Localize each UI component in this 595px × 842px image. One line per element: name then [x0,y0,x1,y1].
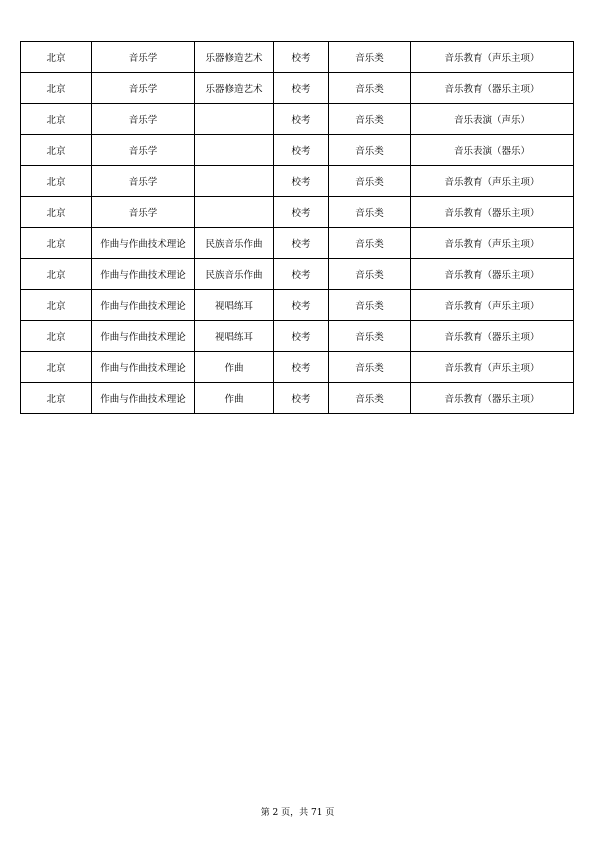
region-cell: 北京 [21,259,92,290]
major-cell: 音乐学 [92,73,195,104]
subject-cell: 音乐教育（声乐主项） [411,228,574,259]
exam-type-cell: 校考 [274,42,329,73]
major-cell: 作曲与作曲技术理论 [92,383,195,414]
subject-cell: 音乐教育（声乐主项） [411,352,574,383]
category-cell: 音乐类 [329,73,411,104]
category-cell: 音乐类 [329,228,411,259]
subject-cell: 音乐教育（声乐主项） [411,42,574,73]
subject-cell: 音乐表演（器乐） [411,135,574,166]
region-cell: 北京 [21,166,92,197]
table-row [21,197,574,228]
category-cell: 音乐类 [329,321,411,352]
major-cell: 作曲与作曲技术理论 [92,352,195,383]
exam-type-cell: 校考 [274,197,329,228]
category-cell: 音乐类 [329,197,411,228]
direction-cell: 民族音乐作曲 [195,228,274,259]
category-cell: 音乐类 [329,104,411,135]
direction-cell [195,104,274,135]
region-cell: 北京 [21,197,92,228]
major-cell: 音乐学 [92,42,195,73]
table-row [21,290,574,321]
subject-cell: 音乐表演（声乐） [411,104,574,135]
table-row [21,166,574,197]
exam-type-cell: 校考 [274,352,329,383]
category-cell: 音乐类 [329,166,411,197]
region-cell: 北京 [21,290,92,321]
category-cell: 音乐类 [329,352,411,383]
direction-cell: 作曲 [195,383,274,414]
region-cell: 北京 [21,104,92,135]
region-cell: 北京 [21,228,92,259]
major-cell: 音乐学 [92,166,195,197]
exam-type-cell: 校考 [274,228,329,259]
major-cell: 作曲与作曲技术理论 [92,321,195,352]
major-cell: 音乐学 [92,104,195,135]
admissions-table [20,41,574,414]
subject-cell: 音乐教育（器乐主项） [411,259,574,290]
region-cell: 北京 [21,73,92,104]
category-cell: 音乐类 [329,259,411,290]
subject-cell: 音乐教育（声乐主项） [411,290,574,321]
table-row [21,73,574,104]
table-row [21,104,574,135]
exam-type-cell: 校考 [274,290,329,321]
region-cell: 北京 [21,42,92,73]
exam-type-cell: 校考 [274,135,329,166]
exam-type-cell: 校考 [274,321,329,352]
direction-cell: 视唱练耳 [195,290,274,321]
exam-type-cell: 校考 [274,383,329,414]
direction-cell: 民族音乐作曲 [195,259,274,290]
table-body [21,42,574,414]
direction-cell: 乐器修造艺术 [195,42,274,73]
subject-cell: 音乐教育（器乐主项） [411,321,574,352]
major-cell: 作曲与作曲技术理论 [92,259,195,290]
major-cell: 作曲与作曲技术理论 [92,228,195,259]
major-cell: 音乐学 [92,135,195,166]
page-number-footer: 第 2 页，共 71 页 [260,808,335,818]
direction-cell: 乐器修造艺术 [195,73,274,104]
direction-cell: 作曲 [195,352,274,383]
category-cell: 音乐类 [329,42,411,73]
region-cell: 北京 [21,321,92,352]
exam-type-cell: 校考 [274,166,329,197]
major-cell: 音乐学 [92,197,195,228]
subject-cell: 音乐教育（声乐主项） [411,166,574,197]
exam-type-cell: 校考 [274,73,329,104]
region-cell: 北京 [21,135,92,166]
table-row [21,259,574,290]
table-row [21,321,574,352]
table-row [21,228,574,259]
major-cell: 作曲与作曲技术理论 [92,290,195,321]
subject-cell: 音乐教育（器乐主项） [411,73,574,104]
table-row [21,135,574,166]
region-cell: 北京 [21,383,92,414]
category-cell: 音乐类 [329,383,411,414]
table-row [21,383,574,414]
direction-cell [195,135,274,166]
direction-cell: 视唱练耳 [195,321,274,352]
subject-cell: 音乐教育（器乐主项） [411,383,574,414]
category-cell: 音乐类 [329,290,411,321]
direction-cell [195,197,274,228]
exam-type-cell: 校考 [274,104,329,135]
direction-cell [195,166,274,197]
table-row [21,42,574,73]
category-cell: 音乐类 [329,135,411,166]
region-cell: 北京 [21,352,92,383]
exam-type-cell: 校考 [274,259,329,290]
table-row [21,352,574,383]
subject-cell: 音乐教育（器乐主项） [411,197,574,228]
